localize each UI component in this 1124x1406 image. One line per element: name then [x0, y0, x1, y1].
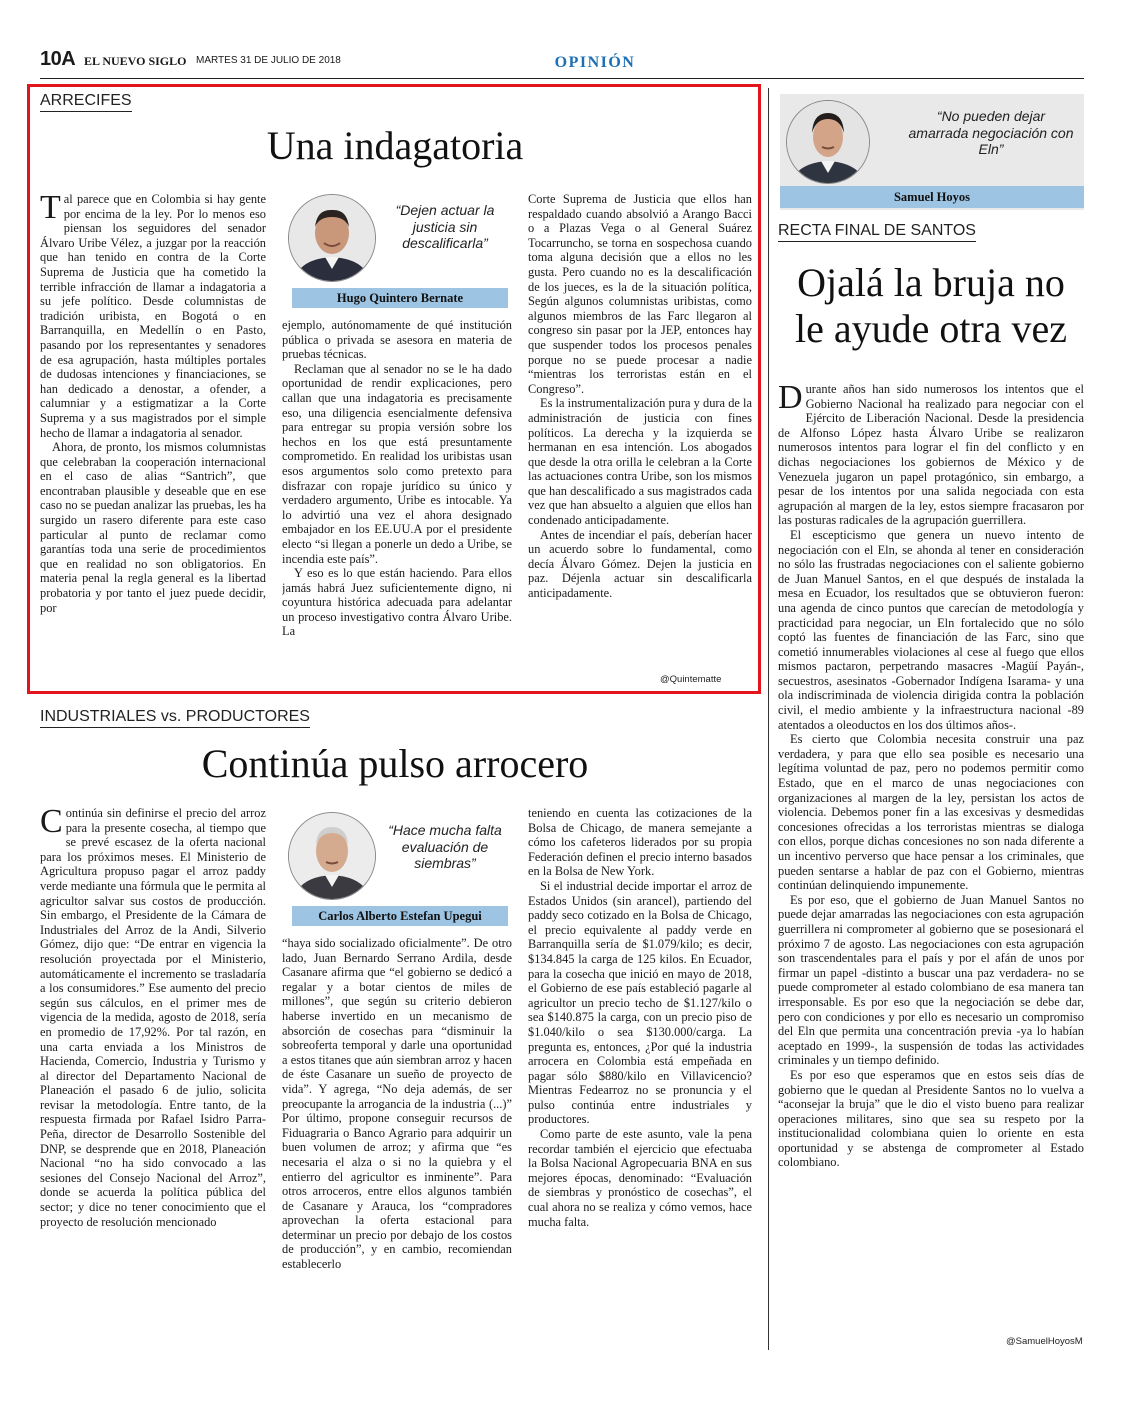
article1-column-1	[40, 192, 266, 686]
paragraph: Es la instrumentalización pura y dura de la administración de justicia con fines políticos. La derecha y la izquierda se hermanan en esa intención. Los abogados que desde la otra orilla le celebran a la Corte las actuaciones contra Uribe, son los mismos que han descalificado a sus magistrados cada vez que han absuelto a alguien que ellos han condenado anticipadamente.	[528, 396, 752, 528]
article1-title: Una indagatoria	[266, 123, 524, 168]
paragraph: Antes de incendiar el país, deberían hacer un acuerdo sobre lo fundamental, como decía Álvaro Gómez. Dejen la justicia en paz. Déjenla actuar sin descalificarla anticipadamente.	[528, 527, 752, 601]
pull-quote: “Dejen actuar la justicia sin descalificarla”	[395, 202, 495, 251]
article2-column-3	[528, 806, 752, 1346]
portrait-icon	[289, 813, 375, 899]
author-name: Hugo Quintero Bernate	[292, 288, 508, 308]
section-name: OPINIÓN	[554, 54, 636, 71]
article3-kicker: RECTA FINAL DE SANTOS	[778, 222, 976, 242]
page-number: 10A	[40, 48, 76, 70]
drop-cap: C	[40, 806, 63, 840]
article2-column-1	[40, 806, 266, 1346]
masthead	[40, 48, 1084, 79]
article3-title: Ojalá la bruja no le ayude otra vez	[794, 260, 1068, 351]
article3-author-box	[780, 94, 1084, 210]
article2-title: Continúa pulso arrocero	[201, 741, 589, 786]
paragraph: Si el industrial decide importar el arroz de Estados Unidos (sin arancel), partiendo del paddy seco cotizado en la Bolsa de Chicago, el precio equivalente al paddy verde en Barranquilla sería de $1.079/kilo; es decir, $134.845 la carga de 125 kilos. En Ecuador, para la cosecha que inició en mayo de 2018, el Gobierno de ese país estableció pagarle al agricultor un precio techo de $1.127/kilo o sea $140.875 la carga, con un precio piso de $1.040/kilo o sea $130.000/carga. La pregunta es, entonces, ¿Por qué la industria arrocera en Colombia está empeñada en pagar sólo $880/kilo en Villavicencio? Mientras Fedearroz no se pronuncia y el pulso continúa entre industriales y productores.	[528, 878, 752, 1127]
paragraph: El escepticismo que genera un nuevo intento de negociación con el Eln, se ahonda al tener en consideración no sólo las frustradas negociaciones con el saliente gobierno de Juan Manuel Santos, en el que después de instalada la mesa en Ecuador, los resultados que se obtuvieron fueron: una agenda de cinco puntos que carecían de metodología y practicidad para negociar, un Eln fortalecido que no sólo coptó las fuentes de financiación de las Farc, sino que cometió innumerables violaciones al cese al fuego que ellos mismos pactaron, perpetrando masacres -Magüí Payán-, secuestros, asesinatos -Gobernador Indígena Isarama- y una ola indiscriminada de violencia dirigida contra la población civil, el medio ambiente y la infraestructura nacional -89 atentados a oleoductos en los dos últimos años-.	[778, 527, 1084, 732]
paragraph: Y eso es lo que están haciendo. Para ellos jamás habrá Juez suficientemente digno, ni coyuntura histórica adecuada para adelantar un proceso investigativo contra Álvaro Uribe. La	[282, 566, 512, 639]
issue-date: MARTES 31 DE JULIO DE 2018	[196, 55, 341, 66]
article2-author-box	[282, 808, 512, 926]
paragraph: Reclaman que al senador no se le ha dado oportunidad de rendir explicaciones, pero callan que una indagatoria es precisamente eso, una diligencia esencialmente defensiva para entregar su propia versión sobre los hechos en los que está presuntamente comprometido. En realidad los uribistas usan esos argumentos solo como pretexto para disfrazar con ropaje jurídico su único y verdadero argumento, Uribe es intocable. Ya lo advirtió una vez el ahora designado embajador en los EE.UU.A por el presidente electo “si llegan a ponerle un dedo a Uribe, se incendia este país”.	[282, 361, 512, 566]
paragraph: “haya sido socializado oficialmente”. De otro lado, Juan Bernardo Serrano Ardila, desde Casanare afirma que “el gobierno se dedicó a regalar y a botar cientos de miles de millones”, que según su criterio debieron haberse invertido en un mecanismo de absorción de cosechas para “disminuir la sobreoferta temporal y darle una oportunidad a estos titanes que aún siembran arroz y hacen de éste Casanare un sueño de proyecto de vida”. Y agrega, “No deja además, de ser preocupante la arrogancia de la industria (...)” Por último, propone conseguir recursos de Fiduagraria o Banco Agrario para adquirir un buen volumen de arroz; y afirma que “es necesaria el alza o si no la quiebra y el entierro del agricultor es inminente”. Para otros arroceros, entre ellos algunos también de Casanare y Arauca, los “compradores aprovechan la oferta estacional para determinar un precio por debajo de los costos de producción”, y en cambio, recomiendan establecerlo	[282, 936, 512, 1272]
article3-column	[778, 382, 1084, 1332]
drop-cap: D	[778, 382, 803, 416]
paragraph: Es por eso, que el gobierno de Juan Manuel Santos no puede dejar amarradas las negociaciones con esta agrupación guerrillera ni comprometer al gobierno que se posesionará el próximo 7 de agosto. Las negociaciones con esta agrupación son trascendentales para el país y por el afán de unos por firmar un papel -distinto a buscar una paz verdadera- no se puede comprometer al estado colombiano de esa manera tan irresponsable. Es por eso que la negociación se debe dar, pero con condiciones y por ello es necesario un compromiso del Eln que permita una concentración previa -ya lo habían aceptado en 1999-, la suspensión de todas las actividades criminales y un tiempo definido.	[778, 892, 1084, 1068]
author-photo	[288, 812, 376, 900]
author-photo	[288, 194, 376, 282]
author-signature: @Quintematte	[660, 674, 722, 685]
author-name: Carlos Alberto Estefan Upegui	[292, 906, 508, 926]
article1-column-2	[282, 318, 512, 686]
author-signature: @SamuelHoyosM	[1006, 1336, 1083, 1347]
paragraph: Corte Suprema de Justicia que ellos han respaldado cuando absolvió a Arango Bacci o a Plazas Vega o al General Suárez Tocarruncho, se torna en sospechosa cuando toma alguna decisión que a ellos no les gusta. Pero cuando no es la descalificación de los jueces, es la de la situación política, Según algunos columnistas uribistas, como algunos miembros de las Farc llegaron al congreso sin pasar por la JEP, entonces hay que suspender todos los procesos penales porque no se puede procesar a nadie “mientras los terroristas están en el Congreso”.	[528, 192, 752, 396]
article1-kicker: ARRECIFES	[40, 92, 132, 112]
author-name: Samuel Hoyos	[780, 186, 1084, 208]
paragraph: Es cierto que Colombia necesita construir una paz verdadera, y para que ello sea posible es necesario una legítima voluntad de paz, pero no podemos permitir como Estado, que en el marco de unas negociaciones con organizaciones al margen de la ley, persistan los actos de violencia. Debemos poner fin a las excesivas y desmedidas concesiones ofrecidas a los terroristas mientras se dialoga con ellos, porque dichas concesiones no son nada diferente a un incentivo perverso que hace pensar a los criminales, que pueden sentarse a hablar de paz con el Gobierno, mientras continúan delinquiendo impunemente.	[778, 732, 1084, 893]
article1-author-box	[282, 192, 512, 308]
paragraph: al parece que en Colombia si hay gente por encima de la ley. Por lo menos eso piensan los seguidores del senador Álvaro Uribe Vélez, a juzgar por la reacción que han tenido en contra de la Corte Suprema de Justicia que ha cometido la terrible infracción de llamar a indagatoria a su jefe político. Desde columnistas de tradición uribista, en Bogotá o en Barranquilla, en Medellín o en Pasto, pasando por los representantes y senadores de esa agrupación, hasta múltiples portales de dudosas intenciones y financiaciones, se han dedicado a denostar, a ofender, a calumniar y a estigmatizar a la Corte Suprema y a sus magistrados por el simple hecho de llamar a indagatoria al senador.	[40, 192, 266, 440]
portrait-icon	[787, 101, 869, 183]
paragraph: Como parte de este asunto, vale la pena recordar también el ejercicio que efectuaba la Bolsa Nacional Agropecuaria BNA en sus mejores épocas, denominado: “Evaluación de siembras y pronóstico de cosechas”, el cual ahora no se realiza y cómo vemos, hace mucha falta.	[528, 1127, 752, 1229]
drop-cap: T	[40, 192, 61, 226]
article2-column-2	[282, 936, 512, 1346]
author-photo	[786, 100, 870, 184]
paragraph: Ahora, de pronto, los mismos columnistas que celebraban la cooperación internacional en el caso de alias “Santrich”, que encontraban plausible y deseable que en ese caso no se puedan analizar las pruebas, les ha surgido un rasero diferente para este caso particular al punto de reclamar como garantías toda una serie de procedimientos que en realidad no son obligatorios. En materia penal la regla general es la libertad probatoria y por tanto el juez puede decidir, por	[40, 440, 266, 615]
paper-name: EL NUEVO SIGLO	[84, 54, 187, 68]
paragraph: ontinúa sin definirse el precio del arroz para la presente cosecha, al tiempo que se prevé escasez de la oferta nacional para los próximos meses. El Ministerio de Agricultura propuso pagar el arroz paddy verde mediante una fórmula que le permita al agricultor salvar sus costos de producción. Sin embargo, el Presidente de la Cámara de Industriales del Arroz de la Andi, Silverio Gómez, dijo que: “De entrar en vigencia la resolución proyectada por el Ministerio, automáticamente el incremento se trasladaría a los consumidores.” Ese aumento del precio según sus cálculos, en el primer mes de vigencia de la medida, agosto de 2018, sería en promedio de 17,92%. Por tal razón, en una carta enviada a los Ministros de Hacienda, Comercio, Industria y Turismo y al director del Departamento Nacional de Planeación el pasado 6 de julio, solicita revisar la metodología. Entre tanto, de la respuesta firmada por Rafael Isidro Parra-Peña, director de Desarrollo Sostenible del DNP, se desprende que en 2018, Planeación Nacional “no ha sido convocado a las sesiones del Consejo Nacional del Arroz”, donde se acuerda la política pública del sector; y dice no tener conocimiento que el proyecto de resolución mencionado	[40, 806, 266, 1229]
article1-column-3	[528, 192, 752, 672]
column-divider	[768, 88, 769, 1350]
pull-quote: “Hace mucha falta evaluación de siembras”	[388, 822, 502, 871]
paragraph: Es por eso que esperamos que en estos seis días de gobierno que le quedan al Presidente Santos no lo vuelva a “aconsejar la bruja” que le dio el visto bueno para realizar operaciones militares, sino que sea su respeto por la institucionalidad colombiana quien lo oriente en esta oportunidad y se abstenga de comprometer al Estado colombiano.	[778, 1067, 1084, 1170]
paragraph: ejemplo, autónomamente de qué institución pública o privada se asesora en materia de pruebas técnicas.	[282, 318, 512, 362]
portrait-icon	[289, 195, 375, 281]
paragraph: urante años han sido numerosos los intentos que el Gobierno Nacional ha realizado para negociar con el Ejército de Liberación Nacional. Desde la presidencia de Alfonso López hasta Álvaro Uribe se realizaron numerosos intentos para lograr el fin del conflicto y en dichas negociaciones los gobiernos de México y de Venezuela jugaron un papel protagónico, sin embargo, a pesar de los intentos por una salida negociada con esta agrupación al margen de la ley, estos siempre fracasaron por las posturas radicales de la agrupación guerrillera.	[778, 382, 1084, 528]
pull-quote: “No pueden dejar amarrada negociación con Eln”	[908, 108, 1074, 157]
article2-kicker: INDUSTRIALES vs. PRODUCTORES	[40, 708, 310, 728]
paragraph: teniendo en cuenta las cotizaciones de la Bolsa de Chicago, de manera semejante a cómo los cafeteros liderados por su propia Federación definen el precio interno basados en la Bolsa de New York.	[528, 806, 752, 879]
